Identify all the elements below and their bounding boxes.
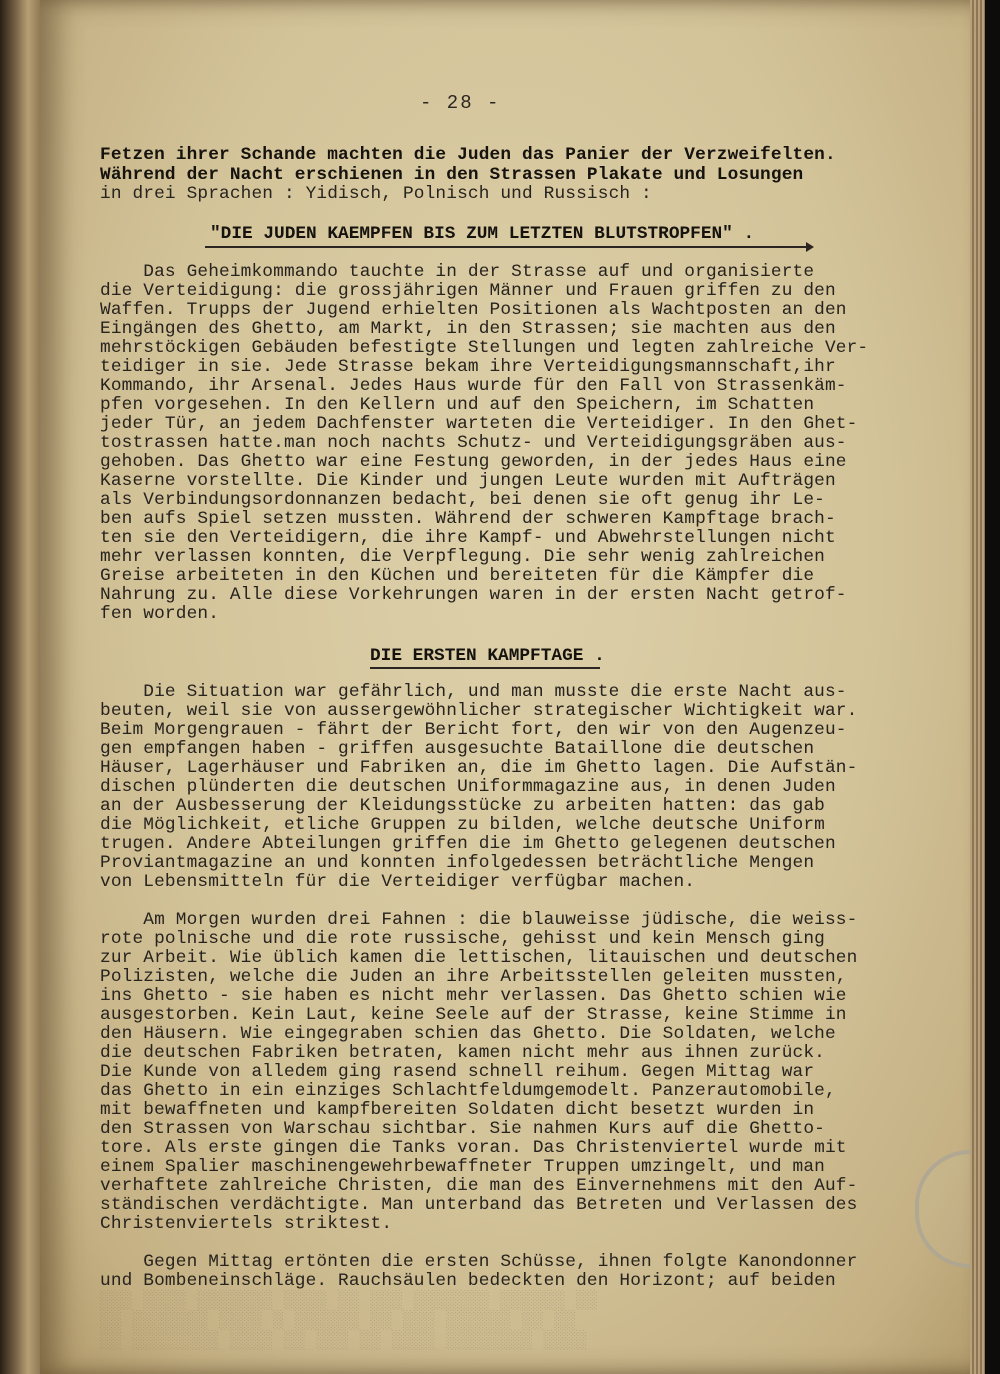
text-line: Eingängen des Ghetto, am Markt, in den Strassen; sie machten aus den (100, 319, 836, 339)
text-line: von Lebensmitteln für die Verteidiger verfügbar machen. (100, 872, 696, 892)
text-line: beuten, weil sie von aussergewöhnlicher strategischer Wichtigkeit war. (100, 701, 858, 721)
text-line: rote polnische und die rote russische, gehisst und kein Mensch ging (100, 929, 825, 949)
text-line: fen worden. (100, 604, 220, 624)
text-line: dischen plünderten die deutschen Uniformmagazine aus, in denen Juden (100, 777, 836, 797)
text-line: Kaserne vorstellte. Die Kinder und jungen Leute wurden mit Aufträgen (100, 471, 836, 491)
section-heading: DIE ERSTEN KAMPFTAGE . (370, 646, 605, 666)
text-line: Waffen. Trupps der Jugend erhielten Positionen als Wachtposten an den (100, 300, 847, 320)
text-line: Nahrung zu. Alle diese Vorkehrungen waren in der ersten Nacht getrof- (100, 585, 847, 605)
text-line: Greise arbeiteten in den Küchen und bereiteten für die Kämpfer die (100, 566, 815, 586)
page-stack-edge (970, 0, 985, 1374)
text-line: Am Morgen wurden drei Fahnen : die blauweisse jüdische, die weiss- (100, 910, 858, 930)
text-line: gehoben. Das Ghetto war eine Festung geworden, in der jedes Haus eine (100, 452, 847, 472)
text-line: Gegen Mittag ertönten die ersten Schüsse, ihnen folgte Kanondonner (100, 1252, 858, 1272)
text-line: verhaftete zahlreiche Christen, die man des Einvernehmens mit den Auf- (100, 1176, 858, 1196)
text-line: Fetzen ihrer Schande machten die Juden das Panier der Verzweifelten. (100, 145, 836, 165)
text-line: ausgestorben. Kein Laut, keine Seele auf der Strasse, keine Stimme in (100, 1005, 847, 1025)
text-line: Kommando, ihr Arsenal. Jedes Haus wurde für den Fall von Strassenkäm- (100, 376, 847, 396)
text-line: als Verbindungsordonnanzen bedacht, bei denen sie oft genug ihr Le- (100, 490, 825, 510)
text-line: trugen. Andere Abteilungen griffen die im Ghetto gelegenen deutschen (100, 834, 836, 854)
text-line: ten sie den Verteidigern, die ihre Kampf- und Abwehrstellungen nicht (100, 528, 836, 548)
text-line: in drei Sprachen : Yidisch, Polnisch und Russisch : (100, 184, 652, 204)
text-line: ins Ghetto - sie haben es nicht mehr verlassen. Das Ghetto schien wie (100, 986, 847, 1006)
text-line: die deutschen Fabriken betraten, kamen nicht mehr aus ihnen zurück. (100, 1043, 825, 1063)
text-line: die Möglichkeit, etliche Gruppen zu bilden, welche deutsche Uniform (100, 815, 825, 835)
text-line: Das Geheimkommando tauchte in der Strasse auf und organisierte (100, 262, 815, 282)
section-heading-underline (370, 667, 600, 669)
text-line: mehr verlassen konnten, die Verpflegung. Die sehr wenig zahlreichen (100, 547, 825, 567)
text-line: pfen vorgesehen. In den Kellern und auf den Speichern, im Schatten (100, 395, 815, 415)
text-line: Proviantmagazine an und konnten infolgedessen beträchtliche Mengen (100, 853, 815, 873)
text-line: den Strassen von Warschau sichtbar. Sie nahmen Kurs auf die Ghetto- (100, 1119, 825, 1139)
slogan-heading: "DIE JUDEN KAEMPFEN BIS ZUM LETZTEN BLUTSTROPFEN" . (210, 224, 755, 244)
page-number: - 28 - (420, 92, 501, 114)
text-line: Beim Morgengrauen - fährt der Bericht fort, den wir von den Augenzeu- (100, 720, 847, 740)
document-page: - 28 - Fetzen ihrer Schande machten die Juden das Panier der Verzweifelten. Während der Nacht erschienen in den Strassen Plakate und Losungen in drei Sprachen : Yidisch, Polnisch und Russisch : "DIE JUDEN KAEMPFEN BIS ZUM LETZTEN BLUTSTROPFEN" . Das Geheimkommando tauchte in der Strasse auf und organisierte die Verteidigung: die grossjährigen Männer und Frauen griffen zu den Waffen. Trupps der Jugend erhielten Positionen als Wachtposten an den Eingängen des Ghetto, am Markt, in den Strassen; sie machten aus den mehrstöckigen Gebäuden befestigte Stellungen und legten zahlreiche Ver- teidiger in sie. Jede Strasse bekam ihre Verteidigungsmannschaft,ihr Kommando, ihr Arsenal. Jedes Haus wurde für den Fall von Strassenkäm- pfen vorgesehen. In den Kellern und auf den Speichern, im Schatten jeder Tür, an jedem Dachfenster warteten die Verteidiger. In den Ghet- tostrassen hatte.man noch nachts Schutz- und Verteidigungsgräben aus- gehoben. Das Ghetto war eine Festung geworden, in der jedes Haus eine Kaserne vorstellte. Die Kinder und jungen Leute wurden mit Aufträgen als Verbindungsordonnanzen bedacht, bei denen sie oft genug ihr Le- ben aufs Spiel setzen mussten. Während der schweren Kampftage brach- ten sie den Verteidigern, die ihre Kampf- und Abwehrstellungen nicht mehr verlassen konnten, die Verpflegung. Die sehr wenig zahlreichen Greise arbeiteten in den Küchen und bereiteten für die Kämpfer die Nahrung zu. Alle diese Vorkehrungen waren in der ersten Nacht getrof- fen worden. DIE ERSTEN KAMPFTAGE . Die Situation war gefährlich, und man musste die erste Nacht aus- beuten, weil sie von aussergewöhnlicher strategischer Wichtigkeit war. Beim Morgengrauen - fährt der Bericht fort, den wir von den Augenzeu- gen empfangen haben - griffen ausgesuchte Bataillone die deutschen Häuser, Lagerhäuser und Fabriken an, die im Ghetto lagen. Die Aufstän- dischen plünderten die deutschen Uniformmagazine aus, in denen Juden an der Ausbesserung der Kleidungsstücke zu arbeiten hatten: das gab die Möglichkeit, etliche Gruppen zu bilden, welche deutsche Uniform trugen. Andere Abteilungen griffen die im Ghetto gelegenen deutschen Proviantmagazine an und konnten infolgedessen beträchtliche Mengen von Lebensmitteln für die Verteidiger verfügbar machen. Am Morgen wurden drei Fahnen : die blauweisse jüdische, die weiss- rote polnische und die rote russische, gehisst und kein Mensch ging zur Arbeit. Wie üblich kamen die lettischen, litauischen und deutschen Polizisten, welche die Juden an ihre Arbeitsstellen geleiten mussten, ins Ghetto - sie haben es nicht mehr verlassen. Das Ghetto schien wie ausgestorben. Kein Laut, keine Seele auf der Strasse, keine Stimme in den Häusern. Wie eingegraben schien das Ghetto. Die Soldaten, welche die deutschen Fabriken betraten, kamen nicht mehr aus ihnen zurück. Die Kunde von alledem ging rasend schnell reihum. Gegen Mittag war das Ghetto in ein einziges Schlachtfeldumgemodelt. Panzerautomobile, mit bewaffneten und kampfbereiten Soldaten dicht besetzt wurden in den Strassen von Warschau sichtbar. Sie nahmen Kurs auf die Ghetto- tore. Als erste gingen die Tanks voran. Das Christenviertel wurde mit einem Spalier maschinengewehrbewaffneter Truppen umzingelt, und man verhaftete zahlreiche Christen, die man des Einvernehmens mit den Auf- ständischen verdächtigte. Man unterband das Betreten und Verlassen des Christenviertels striktest. Gegen Mittag ertönten die ersten Schüsse, ihnen folgte Kanondonner und Bombeneinschläge. Rauchsäulen bedeckten den Horizont; auf beiden ░░░ ░░░░ ░░░░░░░ ░░░░ ░░ ░░░ ░░░░░░░ ░░░░░░ ░░ ░░ ░░░░░░░ ░░░░ ░ ░░░░░░ ░░ ░░░ ░░░░░░ ░░ ░░ ░░ ░░░░░░░░ ░░░░ ░░ ░░░ ░░ ░░░░ ░░░░░░░░ ░░░░ (40, 0, 985, 1374)
text-line: mit bewaffneten und kampfbereiten Soldaten dicht besetzt wurden in (100, 1100, 815, 1120)
text-line: Die Situation war gefährlich, und man musste die erste Nacht aus- (100, 682, 847, 702)
text-line: an der Ausbesserung der Kleidungsstücke zu arbeiten hatten: das gab (100, 796, 825, 816)
text-line: zur Arbeit. Wie üblich kamen die lettischen, litauischen und deutschen (100, 948, 858, 968)
text-line: tostrassen hatte.man noch nachts Schutz- und Verteidigungsgräben aus- (100, 433, 847, 453)
facing-page-edge (0, 0, 40, 1374)
text-line: Häuser, Lagerhäuser und Fabriken an, die im Ghetto lagen. Die Aufstän- (100, 758, 858, 778)
text-line: den Häusern. Wie eingegraben schien das Ghetto. Die Soldaten, welche (100, 1024, 836, 1044)
text-line: Christenviertels striktest. (100, 1214, 393, 1234)
text-line: ständischen verdächtigte. Man unterband das Betreten und Verlassen des (100, 1195, 858, 1215)
text-line: mehrstöckigen Gebäuden befestigte Stellungen und legten zahlreiche Ver- (100, 338, 869, 358)
text-line: gen empfangen haben - griffen ausgesuchte Bataillone die deutschen (100, 739, 815, 759)
text-line: das Ghetto in ein einziges Schlachtfeldumgemodelt. Panzerautomobile, (100, 1081, 836, 1101)
slogan-underline (205, 246, 810, 248)
text-line: die Verteidigung: die grossjährigen Männer und Frauen griffen zu den (100, 281, 836, 301)
text-line: Polizisten, welche die Juden an ihre Arbeitsstellen geleiten mussten, (100, 967, 847, 987)
text-line: jeder Tür, an jedem Dachfenster warteten die Verteidiger. In den Ghet- (100, 414, 858, 434)
text-line: tore. Als erste gingen die Tanks voran. Das Christenviertel wurde mit (100, 1138, 847, 1158)
text-line: ben aufs Spiel setzen mussten. Während der schweren Kampftage brach- (100, 509, 836, 529)
text-line: und Bombeneinschläge. Rauchsäulen bedeckten den Horizont; auf beiden (100, 1271, 836, 1291)
text-line: einem Spalier maschinengewehrbewaffneter Truppen umzingelt, und man (100, 1157, 825, 1177)
text-line: teidiger in sie. Jede Strasse bekam ihre Verteidigungsmannschaft,ihr (100, 357, 836, 377)
text-line: Die Kunde von alledem ging rasend schnell reihum. Gegen Mittag war (100, 1062, 815, 1082)
text-line: Während der Nacht erschienen in den Strassen Plakate und Losungen (100, 165, 804, 185)
